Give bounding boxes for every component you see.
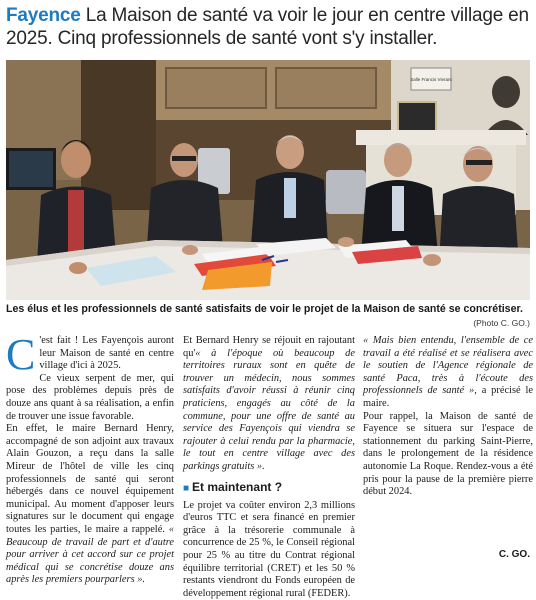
paragraph-1 <box>6 330 174 379</box>
paragraph-7: Pour rappel, la Maison de santé de Fayence se situera sur l'espace de stationnement du parking Saint-Pierre, dans le prolongement de la résidence autonomie La Roque. Rendez-vous a été pris pour la pause de la première pierre début 2024. <box>363 410 533 498</box>
article-column-3 <box>363 335 533 499</box>
square-bullet-icon: ■ <box>183 482 190 494</box>
paragraph-6-text: , a précisé le maire. <box>363 385 533 409</box>
photo-credit: (Photo C. GO.) <box>473 318 530 328</box>
room-sign: Salle Francis Vierant <box>410 77 452 82</box>
paragraph-2: Ce vieux serpent de mer, qui pose des problèmes depuis près de douze ans quant à sa réalisation, a enfin de trouver une issue favorable. <box>6 372 174 422</box>
paragraph-4 <box>183 335 355 474</box>
paragraph-3-quote: « Beaucoup de travail de part et d'autre pour arriver à cet accord sur ce projet médical qui se concrétise douze ans après les premiers pourparlers ». <box>6 523 174 586</box>
headline-text: La Maison de santé va voir le jour en centre village en 2025. Cinq professionnels de santé vont s'y installer. <box>6 5 529 49</box>
headline <box>6 4 532 50</box>
subhead-text: Et maintenant ? <box>192 479 283 494</box>
dropcap: C <box>6 330 36 379</box>
author-signature: C. GO. <box>498 549 530 560</box>
article-column-1 <box>6 330 174 587</box>
paragraph-1-text: 'est fait ! Les Fayençois auront leur Maison de santé en centre village d'ici à 2025. <box>39 335 174 372</box>
paragraph-4-text: Et Bernard Henry se réjouit en rajoutant qu' <box>183 335 355 359</box>
paragraph-3-text: En effet, le maire Bernard Henry, accompagné de son adjoint aux travaux Alain Gouzon, a reçu dans la salle Mireur de l'hôtel de ville les cinq professionnels de santé qui seront hébergés dans ce nouvel équipement municipal. Au moment d'apposer leurs signatures sur le document qui engage toutes les parties, le maire a rappelé. <box>6 423 174 535</box>
paragraph-4-quote: « à l'époque où beaucoup de territoires ruraux sont en quête de trouver un médecin, nous sommes satisfaits d'avoir réussi à réunir cinq praticiens, engagés au côté de la commune, pour une offre de santé au service des Fayençois qui viendra se rajouter à celui rendu par la pharmacie, le tout en centre village avec des parkings gratuits ». <box>183 347 355 472</box>
paragraph-5: Le projet va coûter environ 2,3 millions d'euros TTC et sera financé en premier grâce à la trésorerie communale à concurrence de 25 %, le Conseil régional pour 25 % au titre du Contrat régional équilibre territorial (CRET) et les 50 % restants viendront du Fonds européen de développement régional rural (FEDER). <box>183 499 355 599</box>
photo-caption: Les élus et les professionnels de santé satisfaits de voir le projet de la Maison de santé se concrétiser. <box>6 303 523 315</box>
section-subhead <box>183 480 355 496</box>
headline-kicker: Fayence <box>6 5 81 26</box>
article-photo <box>6 60 530 300</box>
paragraph-6 <box>363 335 533 411</box>
article-column-2 <box>183 335 355 600</box>
paragraph-6-quote: « Mais bien entendu, l'ensemble de ce travail a été réalisé et se réalisera avec le soutien de l'Agence régionale de santé Paca, très à l'écoute des professionnels de santé » <box>363 335 533 397</box>
photo-illustration <box>6 60 530 300</box>
paragraph-3 <box>6 423 174 587</box>
